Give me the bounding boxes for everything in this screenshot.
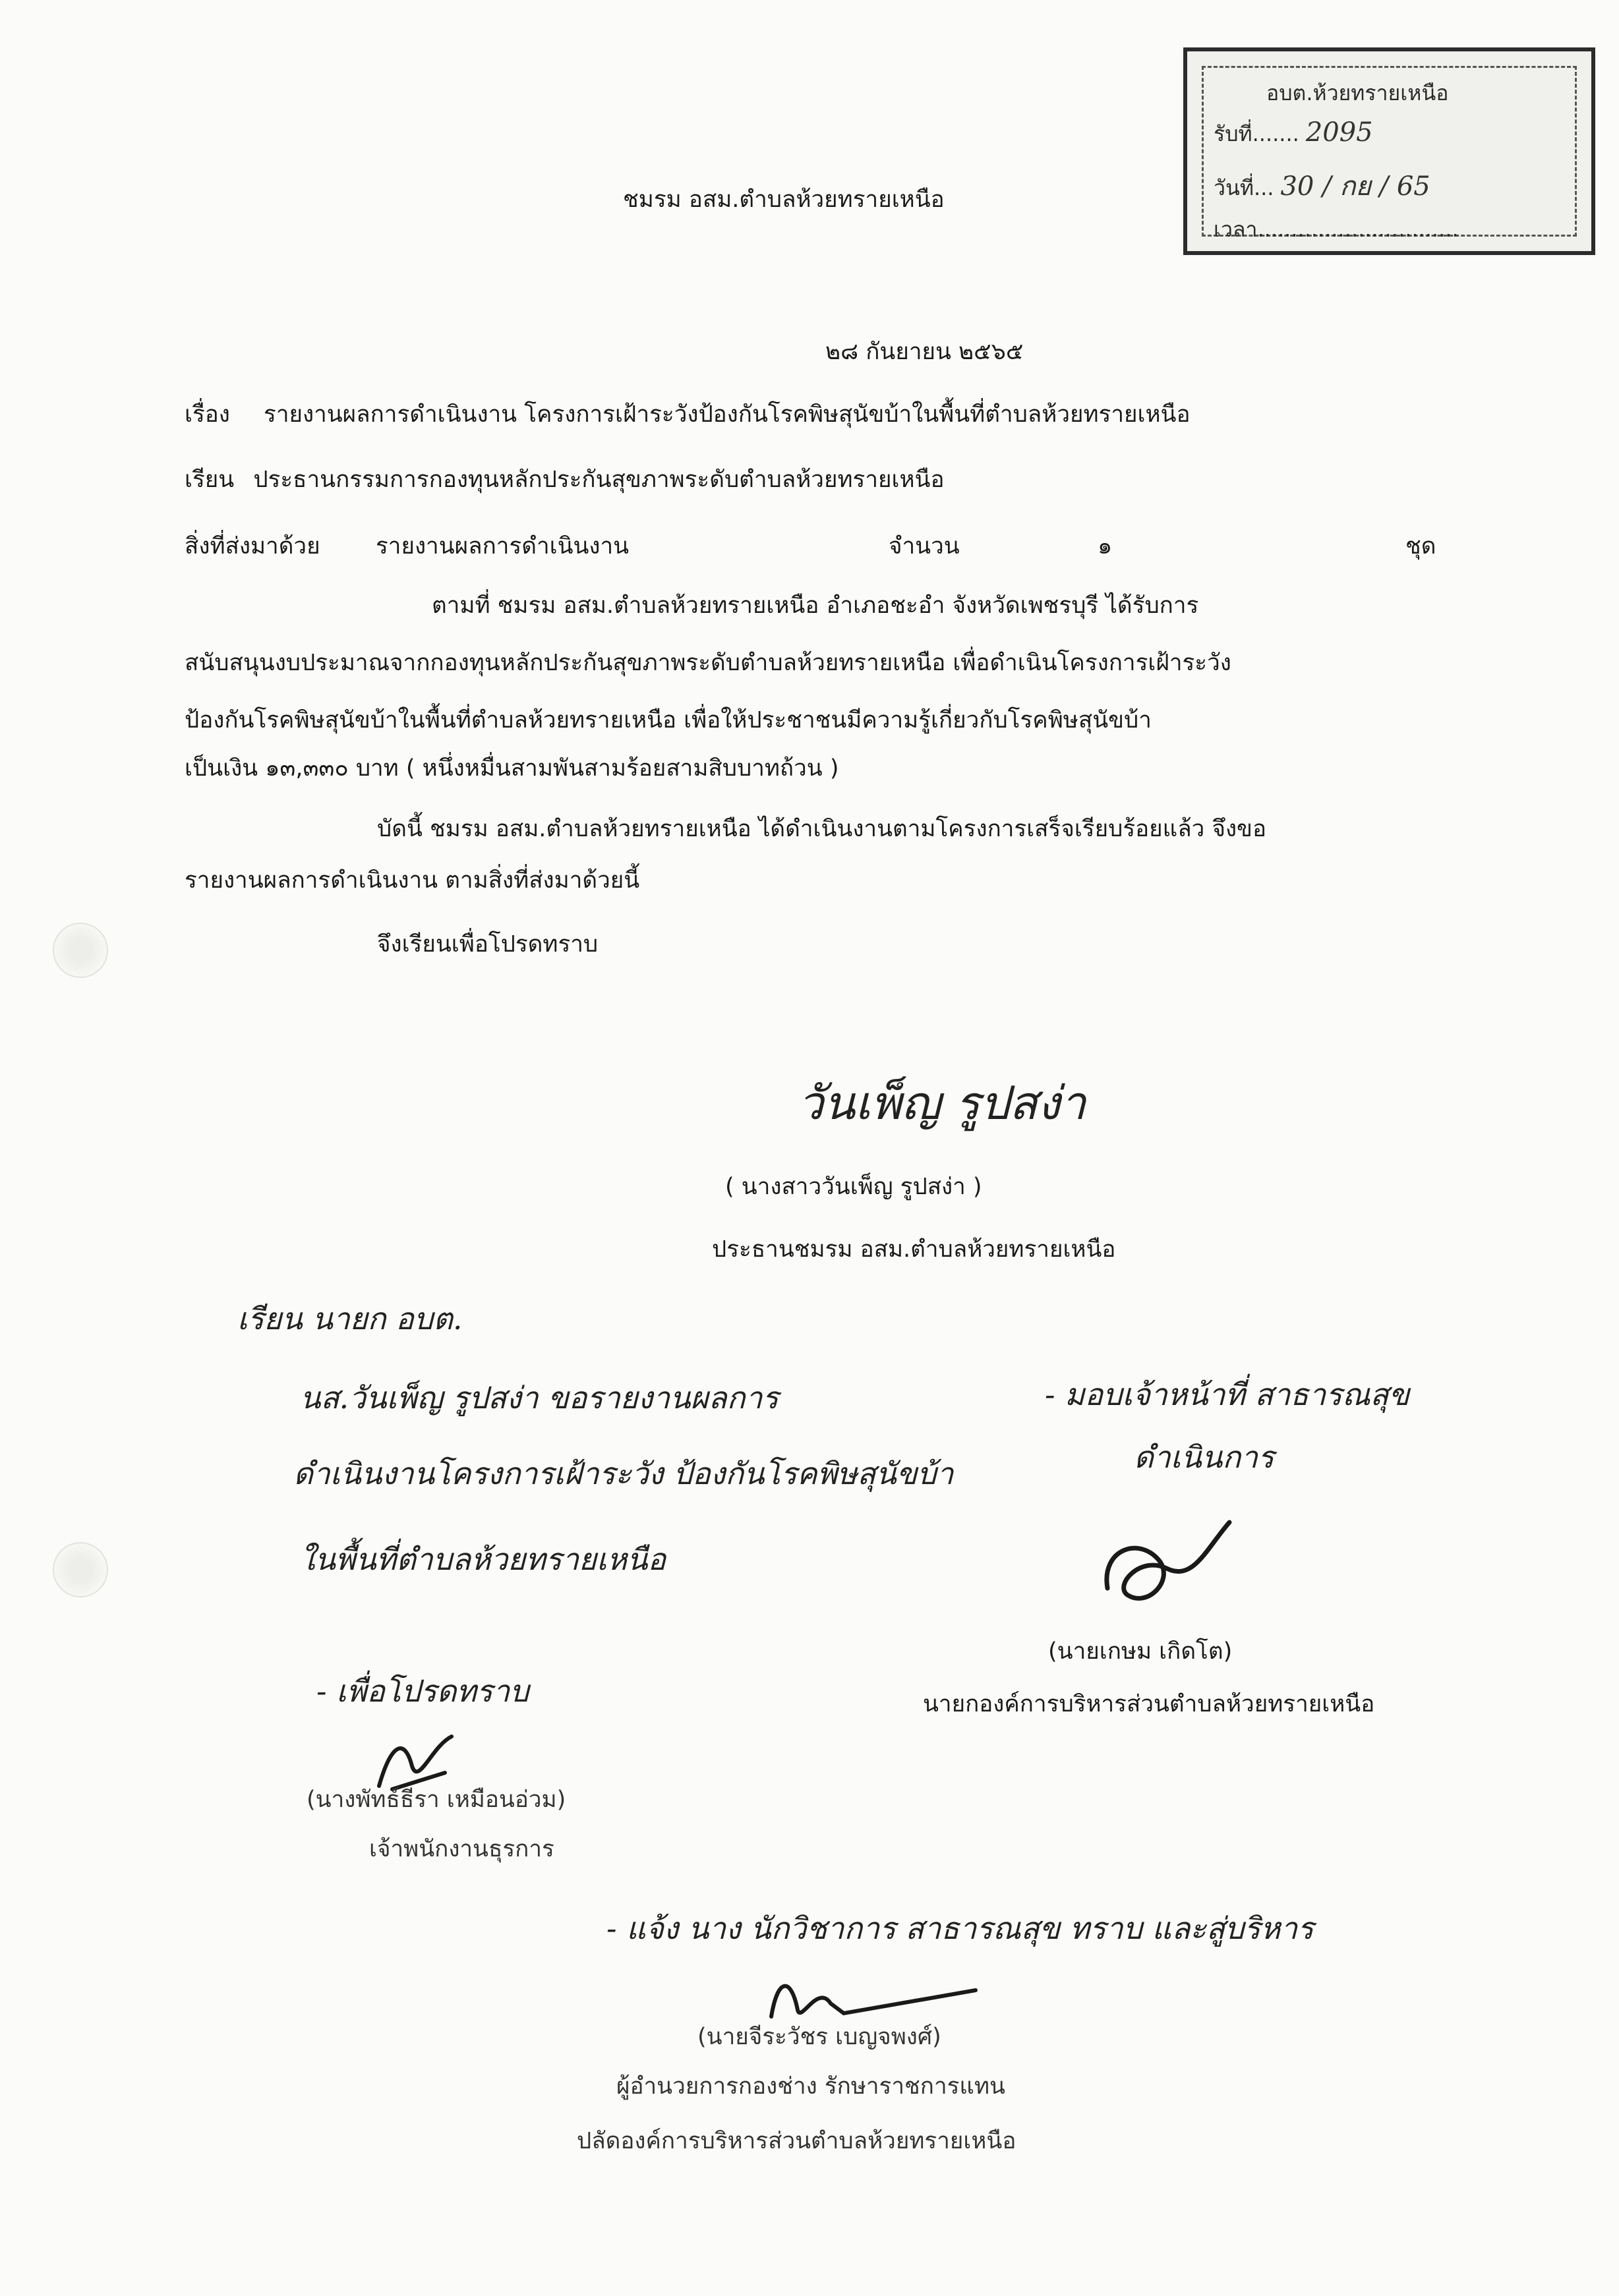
body-p1-line-2: สนับสนุนงบประมาณจากกองทุนหลักประกันสุขภาพระดับตำบลห้วยทรายเหนือ เพื่อดำเนินโครงการเฝ้าระวัง [185,650,1231,676]
to-row [185,466,944,494]
note-left-3: ดำเนินงานโครงการเฝ้าระวัง ป้องกันโรคพิษสุนัขบ้า [293,1456,954,1491]
note-bottom: - แจ้ง นาง นักวิชาการ สาธารณสุข ทราบ และสู่บริหาร [606,1910,1314,1946]
body-p1-line-3: ป้องกันโรคพิษสุนัขบ้าในพื้นที่ตำบลห้วยทรายเหนือ เพื่อให้ประชาชนมีความรู้เกี่ยวกับโรคพิษสุนัขบ้า [185,707,1152,733]
note-right-1: - มอบเจ้าหน้าที่ สาธารณสุข [1045,1377,1410,1412]
mayor-name: (นายเกษม เกิดโต) [1048,1638,1233,1665]
punch-hole-bottom [53,1542,108,1597]
enclosure-label: สิ่งที่ส่งมาด้วย [185,533,320,560]
subject-label: เรื่อง [185,401,230,428]
note-left-4: ในพื้นที่ตำบลห้วยทรายเหนือ [300,1541,666,1577]
note-right-2: ดำเนินการ [1134,1439,1274,1475]
to-label: เรียน [185,467,235,493]
mayor-signature-mark [1088,1509,1239,1621]
body-p2-line-1: บัดนี้ ชมรม อสม.ตำบลห้วยทรายเหนือ ได้ดำเนินงานตามโครงการเสร็จเรียบร้อยแล้ว จึงขอ [377,816,1266,842]
letter-date: ๒๘ กันยายน ๒๕๖๕ [825,339,1024,365]
signer-position: ประธานชมรม อสม.ตำบลห้วยทรายเหนือ [712,1236,1116,1263]
enclosure-qty: ๑ [1098,533,1113,560]
punch-hole-top [53,923,108,978]
deputy-position-1: ผู้อำนวยการกองช่าง รักษาราชการแทน [616,2073,1005,2100]
clerk-position: เจ้าพนักงานธุรการ [369,1836,554,1862]
deputy-signature-mark [758,1964,989,2030]
body-p1-line-1: ตามที่ ชมรม อสม.ตำบลห้วยทรายเหนือ อำเภอชะอำ จังหวัดเพชรบุรี ได้รับการ [432,592,1199,619]
received-stamp [1183,47,1595,255]
stamp-time-row: เวลา.............................. [1214,217,1459,242]
stamp-org: อบต.ห้วยทรายเหนือ [1266,80,1449,105]
body-p1-line-4: เป็นเงิน ๑๓,๓๓๐ บาท ( หนึ่งหมื่นสามพันสามร้อยสามสิบบาทถ้วน ) [185,755,839,782]
to-text: ประธานกรรมการกองทุนหลักประกันสุขภาพระดับตำบลห้วยทรายเหนือ [253,467,945,493]
note-left-2: นส.วันเพ็ญ รูปสง่า ขอรายงานผลการ [300,1380,779,1416]
stamp-received-no: 2095 [1305,117,1373,148]
stamp-date-value: 30 / กย / 65 [1280,171,1430,202]
note-left-1: เรียน นายก อบต. [237,1301,463,1336]
closing-text: จึงเรียนเพื่อโปรดทราบ [377,931,599,958]
signer-name: ( นางสาววันเพ็ญ รูปสง่า ) [725,1174,982,1200]
clerk-name: (นางพัทธ์ธีรา เหมือนอ่วม) [307,1787,566,1813]
mayor-position: นายกองค์การบริหารส่วนตำบลห้วยทรายเหนือ [923,1691,1375,1717]
note-left-5: - เพื่อโปรดทราบ [316,1673,529,1709]
org-title: ชมรม อสม.ตำบลห้วยทรายเหนือ [623,187,945,213]
stamp-received-row: รับที่....... 2095 [1214,117,1373,148]
stamp-date-row: วันที่... 30 / กย / 65 [1214,171,1430,202]
subject-text: รายงานผลการดำเนินงาน โครงการเฝ้าระวังป้องกันโรคพิษสุนัขบ้าในพื้นที่ตำบลห้วยทรายเหนือ [264,401,1191,428]
enclosure-unit: ชุด [1405,533,1436,560]
enclosure-item: รายงานผลการดำเนินงาน [376,533,630,560]
signer-signature: วันเพ็ญ รูปสง่า [798,1076,1086,1130]
subject-row [185,401,1191,428]
deputy-position-2: ปลัดองค์การบริหารส่วนตำบลห้วยทรายเหนือ [577,2128,1016,2154]
enclosure-qty-label: จำนวน [889,533,960,560]
deputy-name: (นายจีระวัชร เบญจพงศ์) [697,2024,941,2050]
body-p2-line-2: รายงานผลการดำเนินงาน ตามสิ่งที่ส่งมาด้วยนี้ [185,867,640,894]
